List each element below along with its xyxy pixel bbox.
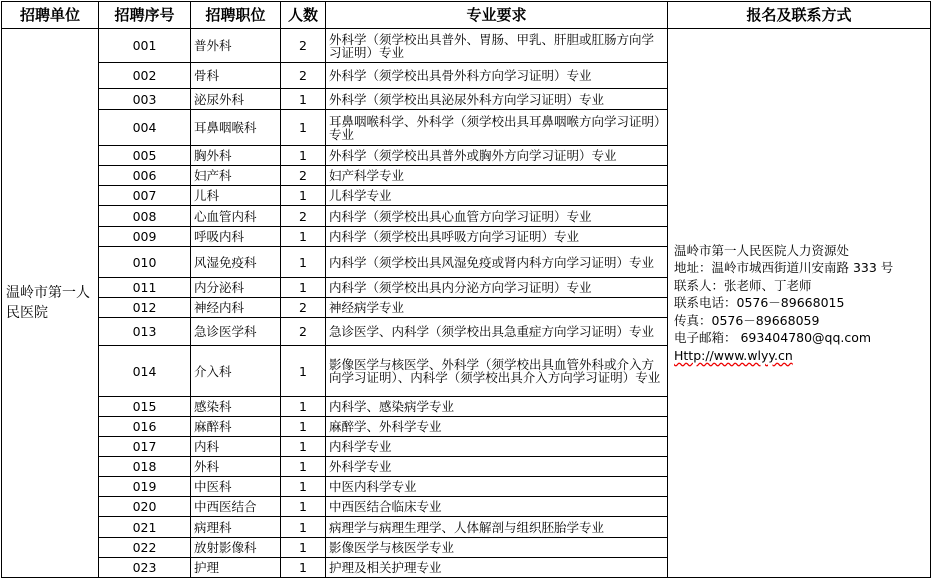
row-requirement: 急诊医学、内科学（须学校出具急重症方向学习证明）专业 — [326, 318, 668, 346]
row-position: 介入科 — [191, 346, 281, 397]
row-position: 病理科 — [191, 517, 281, 538]
row-requirement: 外科学（须学校出具普外、胃肠、甲乳、肝胆或肛肠方向学习证明）专业 — [326, 29, 668, 63]
row-count: 2 — [281, 206, 326, 227]
row-number: 003 — [99, 89, 191, 110]
row-count: 2 — [281, 63, 326, 89]
row-requirement: 影像医学与核医学、外科学（须学校出具血管外科或介入方向学习证明）、内科学（须学校出具介入方向学习证明）专业 — [326, 346, 668, 397]
row-requirement: 护理及相关护理专业 — [326, 558, 668, 578]
row-position: 胸外科 — [191, 146, 281, 166]
row-count: 1 — [281, 146, 326, 166]
row-requirement: 内科学（须学校出具风湿免疫或肾内科方向学习证明）专业 — [326, 247, 668, 278]
row-requirement: 内科学、感染病学专业 — [326, 397, 668, 417]
row-requirement: 儿科学专业 — [326, 186, 668, 206]
row-number: 005 — [99, 146, 191, 166]
row-count: 2 — [281, 298, 326, 318]
row-count: 1 — [281, 457, 326, 477]
row-number: 022 — [99, 538, 191, 558]
row-count: 1 — [281, 437, 326, 457]
contact-person: 联系人：张老师、丁老师 — [674, 277, 812, 293]
row-requirement: 内科学专业 — [326, 437, 668, 457]
row-position: 急诊医学科 — [191, 318, 281, 346]
row-count: 1 — [281, 186, 326, 206]
row-number: 018 — [99, 457, 191, 477]
row-count: 2 — [281, 166, 326, 186]
header-requirement: 专业要求 — [326, 2, 668, 29]
row-count: 1 — [281, 517, 326, 538]
row-count: 1 — [281, 477, 326, 497]
row-number: 023 — [99, 558, 191, 578]
row-position: 心血管内科 — [191, 206, 281, 227]
row-position: 麻醉科 — [191, 417, 281, 437]
header-position: 招聘职位 — [191, 2, 281, 29]
recruiting-unit: 温岭市第一人民医院 — [2, 29, 99, 578]
row-position: 护理 — [191, 558, 281, 578]
row-requirement: 外科学（须学校出具泌尿外科方向学习证明）专业 — [326, 89, 668, 110]
row-number: 016 — [99, 417, 191, 437]
header-unit: 招聘单位 — [2, 2, 99, 29]
row-requirement: 中西医结合临床专业 — [326, 497, 668, 517]
row-requirement: 内科学（须学校出具心血管方向学习证明）专业 — [326, 206, 668, 227]
row-requirement: 麻醉学、外科学专业 — [326, 417, 668, 437]
contact-org: 温岭市第一人民医院人力资源处 — [674, 242, 850, 258]
contact-fax: 传真：0576－89668059 — [674, 312, 820, 328]
row-position: 中医科 — [191, 477, 281, 497]
row-count: 1 — [281, 497, 326, 517]
row-number: 009 — [99, 227, 191, 247]
row-number: 014 — [99, 346, 191, 397]
row-number: 002 — [99, 63, 191, 89]
row-number: 011 — [99, 278, 191, 298]
row-count: 1 — [281, 89, 326, 110]
row-requirement: 内科学（须学校出具呼吸方向学习证明）专业 — [326, 227, 668, 247]
row-requirement: 内科学（须学校出具内分泌方向学习证明）专业 — [326, 278, 668, 298]
contact-address: 地址：温岭市城西街道川安南路 333 号 — [674, 260, 894, 276]
contact-phone: 联系电话：0576－89668015 — [674, 295, 845, 311]
row-position: 骨科 — [191, 63, 281, 89]
header-count: 人数 — [281, 2, 326, 29]
row-position: 儿科 — [191, 186, 281, 206]
header-contact: 报名及联系方式 — [668, 2, 931, 29]
row-position: 中西医结合 — [191, 497, 281, 517]
header-row — [2, 2, 931, 29]
row-position: 风湿免疫科 — [191, 247, 281, 278]
row-number: 019 — [99, 477, 191, 497]
row-number: 012 — [99, 298, 191, 318]
row-count: 1 — [281, 346, 326, 397]
row-number: 020 — [99, 497, 191, 517]
row-position: 放射影像科 — [191, 538, 281, 558]
contact-website-link[interactable]: Http://www.wlyy.cn — [674, 347, 793, 363]
row-number: 008 — [99, 206, 191, 227]
row-count: 1 — [281, 227, 326, 247]
header-number: 招聘序号 — [99, 2, 191, 29]
row-count: 1 — [281, 397, 326, 417]
row-requirement: 外科学（须学校出具骨外科方向学习证明）专业 — [326, 63, 668, 89]
row-number: 001 — [99, 29, 191, 63]
row-number: 004 — [99, 110, 191, 146]
contact-email[interactable]: 电子邮箱： 693404780@qq.com — [674, 330, 872, 346]
row-requirement: 病理学与病理生理学、人体解剖与组织胚胎学专业 — [326, 517, 668, 538]
row-position: 普外科 — [191, 29, 281, 63]
row-number: 006 — [99, 166, 191, 186]
row-position: 耳鼻咽喉科 — [191, 110, 281, 146]
row-number: 015 — [99, 397, 191, 417]
table-row — [2, 29, 931, 63]
row-requirement: 妇产科学专业 — [326, 166, 668, 186]
row-number: 017 — [99, 437, 191, 457]
row-count: 1 — [281, 558, 326, 578]
recruitment-table — [1, 1, 931, 578]
row-requirement: 神经病学专业 — [326, 298, 668, 318]
row-count: 2 — [281, 318, 326, 346]
row-position: 妇产科 — [191, 166, 281, 186]
row-requirement: 影像医学与核医学专业 — [326, 538, 668, 558]
row-position: 外科 — [191, 457, 281, 477]
row-number: 010 — [99, 247, 191, 278]
row-count: 1 — [281, 538, 326, 558]
row-count: 1 — [281, 247, 326, 278]
row-count: 1 — [281, 278, 326, 298]
row-requirement: 外科学专业 — [326, 457, 668, 477]
row-position: 神经内科 — [191, 298, 281, 318]
row-count: 2 — [281, 29, 326, 63]
row-position: 内科 — [191, 437, 281, 457]
row-position: 呼吸内科 — [191, 227, 281, 247]
row-requirement: 外科学（须学校出具普外或胸外方向学习证明）专业 — [326, 146, 668, 166]
row-number: 021 — [99, 517, 191, 538]
row-position: 内分泌科 — [191, 278, 281, 298]
row-number: 013 — [99, 318, 191, 346]
row-count: 1 — [281, 110, 326, 146]
row-number: 007 — [99, 186, 191, 206]
row-position: 泌尿外科 — [191, 89, 281, 110]
contact-info — [668, 29, 931, 578]
row-position: 感染科 — [191, 397, 281, 417]
row-requirement: 中医内科学专业 — [326, 477, 668, 497]
row-count: 1 — [281, 417, 326, 437]
row-requirement: 耳鼻咽喉科学、外科学（须学校出具耳鼻咽喉方向学习证明）专业 — [326, 110, 668, 146]
